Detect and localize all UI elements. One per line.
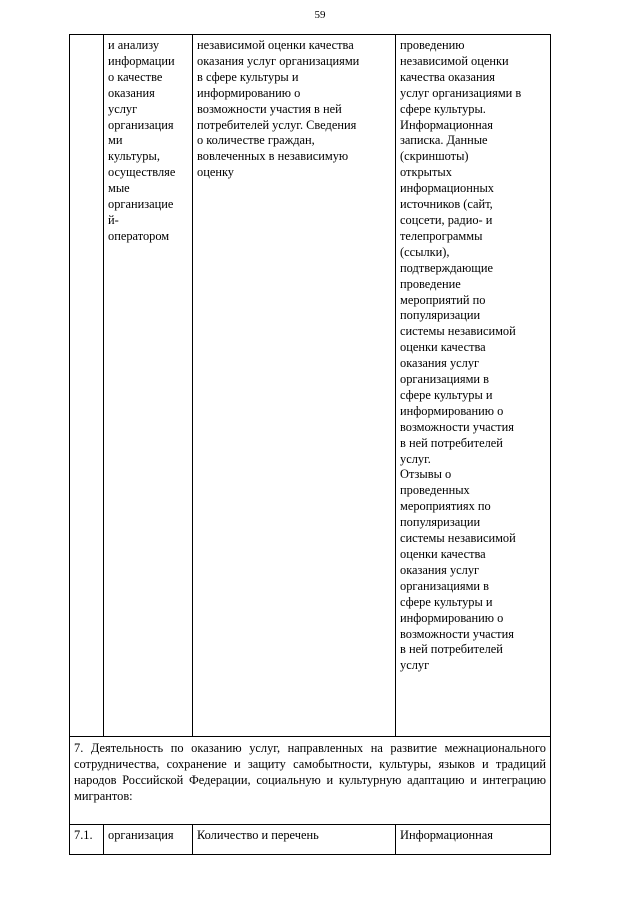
section-heading-cell [70, 737, 551, 825]
indicator-text: независимой оценки качества оказания услуг организациями в сфере культуры и информированию о возможности участия в ней потребителей услуг. Сведения о количестве граждан, вовлеченных в независимую оценку [197, 38, 360, 180]
indicator-cell [193, 35, 396, 737]
table-row-7-1 [70, 825, 551, 855]
row-number: 7.1. [74, 828, 93, 842]
activity-text: организация [108, 828, 174, 842]
table-row-continued [70, 35, 551, 737]
section-heading-text: 7. Деятельность по оказанию услуг, направленных на развитие межнационального сотрудничества, сохранение и защиту самобытности, культуры, языков и традиций народов Российской Федерации, социальную и культурную адаптацию и интеграцию мигрантов: [74, 741, 546, 803]
row-number-cell [70, 825, 104, 855]
document-table-container [69, 34, 550, 855]
confirmation-text: Информационная [400, 828, 493, 842]
indicator-cell [193, 825, 396, 855]
confirmation-cell [396, 35, 551, 737]
activity-text: и анализу информации о качестве оказания услуг организация ми культуры, осуществляе мые организацие й- оператором [108, 38, 176, 243]
activity-cell [104, 825, 193, 855]
criteria-table [69, 34, 551, 855]
confirmation-text: проведению независимой оценки качества оказания услуг организациями в сфере культуры. Информационная записка. Данные (скриншоты) открытых информационных источников (сайт, соцсети, радио- и телепрограммы (ссылки), подтверждающие проведение мероприятий по популяризации системы независимой оценки качества оказания услуг организациями в сфере культуры и информированию о возможности участия в ней потребителей услуг. Отзывы о проведенных мероприятиях по популяризации системы независимой оценки качества оказания услуг организациями в сфере культуры и информированию о возможности участия в ней потребителей услуг [400, 38, 522, 673]
table-row-section-heading [70, 737, 551, 825]
row-number-cell [70, 35, 104, 737]
indicator-text: Количество и перечень [197, 828, 319, 842]
confirmation-cell [396, 825, 551, 855]
page-number: 59 [314, 9, 326, 21]
activity-cell [104, 35, 193, 737]
